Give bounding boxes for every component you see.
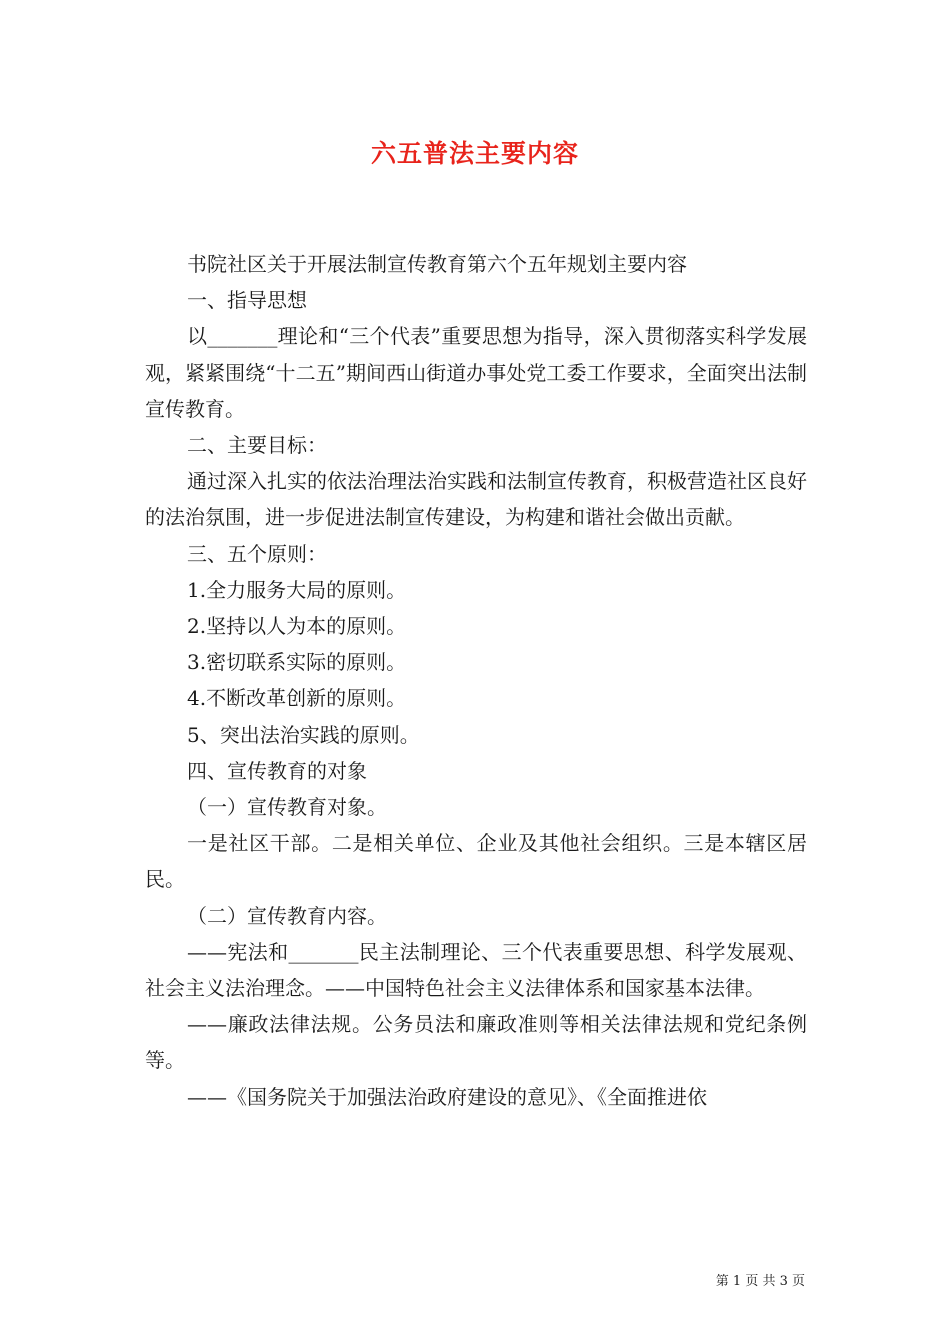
list-item: 1.全力服务大局的原则。 — [187, 577, 407, 602]
section-heading: 二、主要目标： — [187, 433, 327, 458]
section-heading: 三、五个原则： — [187, 541, 327, 566]
paragraph: 一是社区干部。二是相关单位、企业及其他社会组织。三是本辖区居民。 — [145, 831, 807, 892]
paragraph: ——宪法和_______民主法制理论、三个代表重要思想、科学发展观、社会主义法治理念。——中国特色社会主义法律体系和国家基本法律。 — [145, 939, 807, 1001]
paragraph: ——《国务院关于加强法治政府建设的意见》、《全面推进依 — [187, 1084, 707, 1109]
paragraph: 以_______理论和“三个代表”重要思想为指导，深入贯彻落实科学发展观，紧紧围绕“十二五”期间西山街道办事处党工委工作要求，全面突出法制宣传教育。 — [145, 324, 807, 421]
list-item: 3.密切联系实际的原则。 — [187, 650, 407, 675]
section-heading: 四、宣传教育的对象 — [187, 758, 367, 783]
document-body — [145, 246, 807, 1115]
section-heading: 一、指导思想 — [187, 288, 307, 313]
paragraph: ——廉政法律法规。公务员法和廉政准则等相关法律法规和党纪条例等。 — [145, 1012, 807, 1073]
paragraph: 书院社区关于开展法制宣传教育第六个五年规划主要内容 — [187, 252, 687, 276]
list-item: 4.不断改革创新的原则。 — [187, 686, 407, 711]
page-title: 六五普法主要内容 — [370, 139, 579, 168]
page-number-footer: 第 1 页 共 3 页 — [715, 1274, 805, 1289]
subsection-heading: （一）宣传教育对象。 — [187, 795, 387, 820]
paragraph: 通过深入扎实的依法治理法治实践和法制宣传教育，积极营造社区良好的法治氛围，进一步促进法制宣传建设，为构建和谐社会做出贡献。 — [145, 469, 807, 530]
list-item: 2.坚持以人为本的原则。 — [187, 614, 407, 639]
subsection-heading: （二）宣传教育内容。 — [187, 903, 387, 928]
list-item: 5、突出法治实践的原则。 — [187, 722, 420, 747]
